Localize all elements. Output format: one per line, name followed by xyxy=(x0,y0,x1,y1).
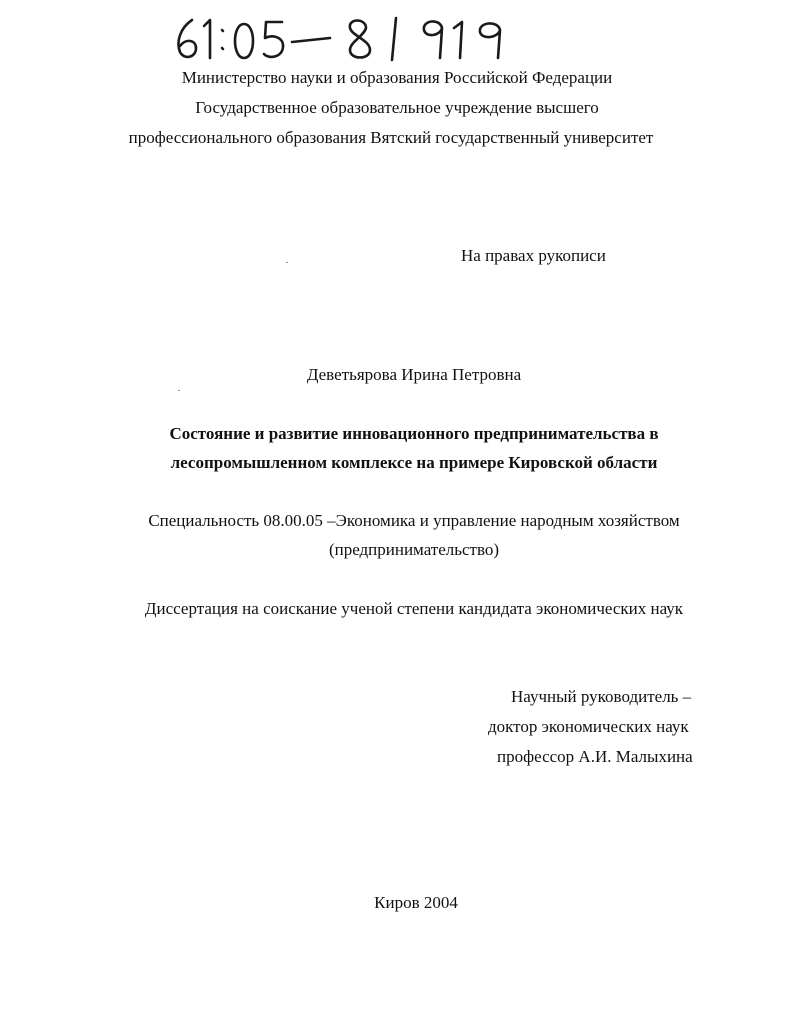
supervisor-line-1: Научный руководитель – xyxy=(511,687,692,706)
supervisor-line-3: профессор А.И. Малыхина xyxy=(497,747,693,766)
degree-statement: Диссертация на соискание ученой степени кандидата экономических наук xyxy=(144,599,684,618)
ministry-name: Министерство науки и образования Российской Федерации xyxy=(181,68,613,87)
author-name: Деветьярова Ирина Петровна xyxy=(306,365,522,384)
handwriting-drawing xyxy=(170,14,530,64)
specialty-line-2: (предпринимательство) xyxy=(328,540,500,559)
city-year: Киров 2004 xyxy=(374,893,458,912)
specialty-line-1: Специальность 08.00.05 –Экономика и управление народным хозяйством xyxy=(148,511,680,530)
scan-speck xyxy=(178,390,180,391)
institution-line-2: профессионального образования Вятский государственный университет xyxy=(128,128,654,147)
handwritten-catalog-number xyxy=(170,14,530,64)
scan-speck xyxy=(286,262,288,263)
institution-line-1: Государственное образовательное учреждение высшего xyxy=(195,98,599,117)
dissertation-title-line-1: Состояние и развитие инновационного предпринимательства в xyxy=(169,424,659,443)
manuscript-rights-note: На правах рукописи xyxy=(461,246,606,265)
supervisor-line-2: доктор экономических наук xyxy=(488,717,689,736)
dissertation-title-line-2: лесопромышленном комплексе на примере Кировской области xyxy=(170,453,658,472)
